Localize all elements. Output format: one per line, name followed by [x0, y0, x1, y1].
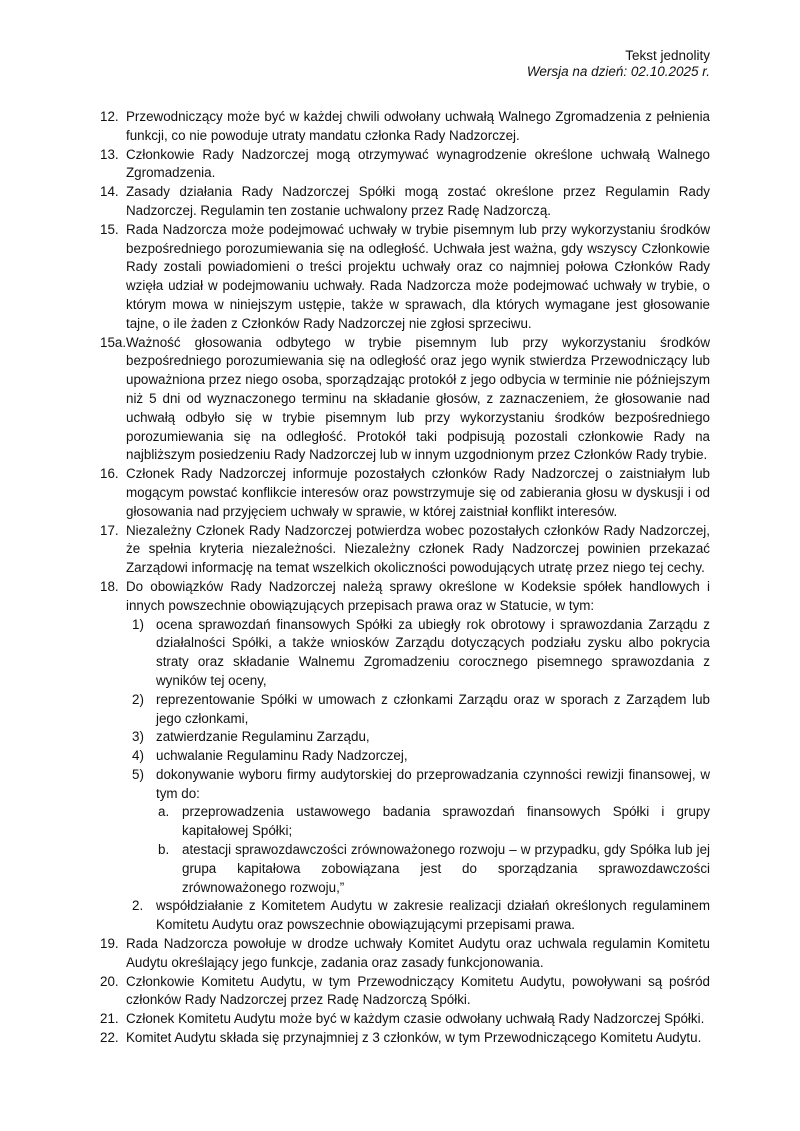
document-header	[100, 48, 710, 80]
item-text: Członek Rady Nadzorczej informuje pozostałych członków Rady Nadzorczej o zaistniałym lub mogącym powstać konflikcie interesów oraz powstrzymuje się od zabierania głosu w dyskusji i od głosowania nad przyjęciem uchwały w sprawie, w której zaistniał konflikt interesów.	[126, 466, 710, 519]
item-number: 2.	[132, 898, 144, 914]
item-text: reprezentowanie Spółki w umowach z członkami Zarządu oraz w sporach z Zarządem lub jego członkami,	[156, 691, 710, 726]
sublist-item-2	[132, 691, 710, 729]
list-item-18	[100, 578, 710, 935]
item-number: 4)	[132, 748, 144, 764]
item-number: b.	[158, 842, 170, 858]
list-item-16	[100, 465, 710, 521]
item-number: 22.	[100, 1030, 119, 1046]
item-number: 18.	[100, 578, 119, 594]
sublist-18	[126, 616, 710, 936]
item-text: Członkowie Komitetu Audytu, w tym Przewodniczący Komitetu Audytu, powoływani są pośród członków Rady Nadzorczej przez Radę Nadzorczą Spółki.	[126, 973, 710, 1008]
subsublist-item-a	[158, 803, 710, 841]
item-text: Komitet Audytu składa się przynajmniej z 3 członków, w tym Przewodniczącego Komitetu Audytu.	[126, 1030, 702, 1046]
list-item-17	[100, 522, 710, 578]
sublist-item-3	[132, 728, 710, 747]
list-item-20	[100, 973, 710, 1011]
list-item-22	[100, 1029, 710, 1048]
item-number: 3)	[132, 729, 144, 745]
item-number: 12.	[100, 109, 119, 124]
item-text: Członek Komitetu Audytu może być w każdym czasie odwołany uchwałą Rady Nadzorczej Spółki.	[126, 1011, 705, 1027]
item-text: przeprowadzenia ustawowego badania sprawozdań finansowych Spółki i grupy kapitałowej Spółki;	[182, 804, 710, 839]
item-text: Rada Nadzorcza może podejmować uchwały w trybie pisemnym lub przy wykorzystaniu środków bezpośredniego porozumiewania się na odległość. Uchwała jest ważna, gdy wszyscy Członkowie Rady zostali powiadomieni o treści projektu uchwały oraz co najmniej połowa Członków Rady wzięła udział w podejmowaniu uchwały. Rada Nadzorcza może podejmować uchwały w trybie, o którym mowa w niniejszym ustępie, także w sprawach, dla których wymagane jest głosowanie tajne, o ile żaden z Członków Rady Nadzorczej nie zgłosi sprzeciwu.	[126, 221, 710, 331]
item-text: Zasady działania Rady Nadzorczej Spółki mogą zostać określone przez Regulamin Rady Nadzorczej. Regulamin ten zostanie uchwalony przez Radę Nadzorczą.	[126, 184, 710, 218]
item-number: 17.	[100, 522, 119, 538]
item-text: zatwierdzanie Regulaminu Zarządu,	[156, 729, 370, 745]
item-number: 16.	[100, 466, 119, 482]
document-body	[100, 108, 710, 1048]
item-text: dokonywanie wyboru firmy audytorskiej do przeprowadzania czynności rewizji finansowej, w tym do:	[156, 766, 710, 801]
list-item-13	[100, 146, 710, 184]
item-number: 19.	[100, 936, 119, 952]
item-text: Rada Nadzorcza powołuje w drodze uchwały Komitet Audytu oraz uchwala regulamin Komitetu Audytu określający jego funkcje, zadania oraz zasady funkcjonowania.	[126, 936, 710, 970]
item-text: uchwalanie Regulaminu Rady Nadzorczej,	[156, 748, 408, 764]
list-item-19	[100, 935, 710, 973]
sublist-item-2dot	[132, 897, 710, 935]
list-item-15	[100, 221, 710, 334]
list-item-12	[100, 108, 710, 146]
item-number: 14.	[100, 184, 119, 200]
item-text: ocena sprawozdań finansowych Spółki za ubiegły rok obrotowy i sprawozdania Zarządu z działalności Spółki, a także wniosków Zarządu dotyczących podziału zysku albo pokrycia straty oraz składanie Walnemu Zgromadzeniu corocznego pisemnego sprawozdania z wyników tej oceny,	[156, 616, 710, 688]
subsublist-5	[156, 803, 710, 897]
item-text: Niezależny Członek Rady Nadzorczej potwierdza wobec pozostałych członków Rady Nadzorczej, że spełnia kryteria niezależności. Niezależny członek Rady Nadzorczej powinien przekazać Zarządowi informację na temat wszelkich okoliczności powodujących utratę przez niego tej cechy.	[126, 522, 710, 576]
item-number: 13.	[100, 146, 119, 162]
list-item-21	[100, 1010, 710, 1029]
list-item-15a	[100, 334, 710, 466]
list-item-14	[100, 183, 710, 221]
item-number: 21.	[100, 1011, 119, 1027]
document-title: Tekst jednolity	[625, 48, 710, 63]
document-version-line: Wersja na dzień: 02.10.2025 r.	[526, 64, 710, 79]
item-number: 5)	[132, 766, 144, 782]
sublist-item-4	[132, 747, 710, 766]
item-text: atestacji sprawozdawczości zrównoważonego rozwoju – w przypadku, gdy Spółka lub jej grupa kapitałowa zobowiązana jest do sporządzania sprawozdawczości zrównoważonego rozwoju,”	[182, 842, 710, 895]
item-text: Członkowie Rady Nadzorczej mogą otrzymywać wynagrodzenie określone uchwałą Walnego Zgromadzenia.	[126, 146, 710, 181]
subsublist-item-b	[158, 841, 710, 897]
item-number: 15.	[100, 221, 119, 237]
item-number: 15a.	[100, 334, 127, 350]
item-number: 1)	[132, 616, 144, 632]
item-number: a.	[158, 804, 170, 820]
sublist-item-1	[132, 616, 710, 691]
item-text: współdziałanie z Komitetem Audytu w zakresie realizacji działań określonych regulaminem Komitetu Audytu oraz powszechnie obowiązującymi przepisami prawa.	[156, 898, 710, 933]
item-number: 2)	[132, 691, 144, 707]
item-number: 20.	[100, 973, 119, 989]
item-text: Przewodniczący może być w każdej chwili odwołany uchwałą Walnego Zgromadzenia z pełnienia funkcji, co nie powoduje utraty mandatu członka Rady Nadzorczej.	[126, 109, 710, 143]
item-text: Do obowiązków Rady Nadzorczej należą sprawy określone w Kodeksie spółek handlowych i innych powszechnie obowiązujących przepisach prawa oraz w Statucie, w tym:	[126, 578, 710, 613]
item-text: Ważność głosowania odbytego w trybie pisemnym lub przy wykorzystaniu środków bezpośredniego porozumiewania się na odległość oraz jego wynik stwierdza Przewodniczący lub upoważniona przez niego osoba, sporządzając protokół z jego odbycia w terminie nie późniejszym niż 5 dni od wyznaczonego terminu na składanie głosów, z zaznaczeniem, że głosowanie nad uchwałą odbyło się w trybie pisemnym lub przy wykorzystaniu środków bezpośredniego porozumiewania się na odległość. Protokół taki podpisują pozostali członkowie Rady na najbliższym posiedzeniu Rady Nadzorczej lub w innym uzgodnionym przez Członków Rady trybie.	[126, 334, 710, 463]
sublist-item-5	[132, 766, 710, 898]
